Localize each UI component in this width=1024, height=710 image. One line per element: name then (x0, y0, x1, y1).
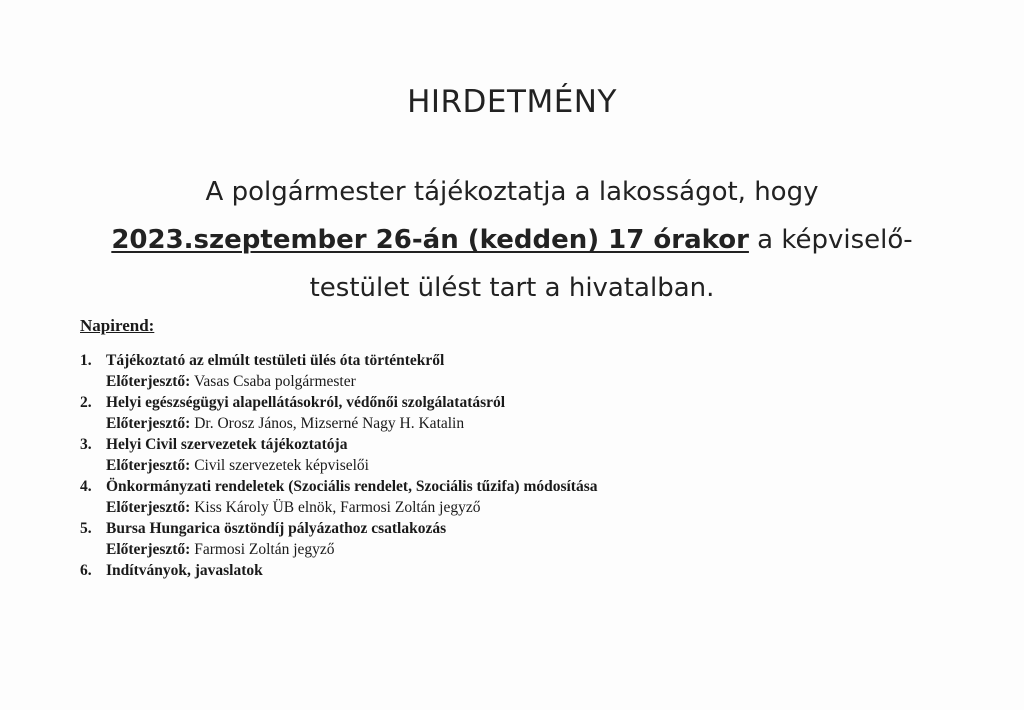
agenda-item (80, 350, 840, 392)
agenda-item-title: Helyi Civil szervezetek tájékoztatója (106, 436, 348, 453)
presenter-label: Előterjesztő: (106, 415, 191, 432)
agenda-item-title: Önkormányzati rendeletek (Szociális rendelet, Szociális tűzifa) módosítása (106, 478, 598, 495)
agenda-item-number: 4. (80, 478, 92, 495)
agenda-item-number: 2. (80, 394, 92, 411)
agenda-item-presenter (106, 539, 840, 560)
agenda-item-title: Tájékoztató az elmúlt testületi ülés óta történtekről (106, 352, 445, 369)
agenda-item-title: Bursa Hungarica ösztöndíj pályázathoz csatlakozás (106, 520, 447, 537)
agenda-item (80, 476, 840, 518)
presenter-label: Előterjesztő: (106, 457, 191, 474)
agenda-item-presenter (106, 455, 840, 476)
agenda-list (80, 350, 840, 581)
agenda-item-number: 5. (80, 520, 92, 537)
intro-line-2 (60, 216, 964, 264)
agenda-item-presenter (106, 497, 840, 518)
meeting-date: 2023.szeptember 26-án (kedden) 17 órakor (111, 225, 749, 255)
agenda-item-number: 6. (80, 562, 92, 579)
agenda-item-presenter (106, 413, 840, 434)
agenda-item (80, 560, 840, 581)
presenter-name: Farmosi Zoltán jegyző (190, 541, 335, 558)
presenter-label: Előterjesztő: (106, 373, 191, 390)
agenda-item (80, 392, 840, 434)
presenter-name: Kiss Károly ÜB elnök, Farmosi Zoltán jegyző (190, 499, 481, 516)
agenda-item-number: 1. (80, 352, 92, 369)
presenter-label: Előterjesztő: (106, 499, 191, 516)
presenter-name: Civil szervezetek képviselői (190, 457, 369, 474)
presenter-label: Előterjesztő: (106, 541, 191, 558)
agenda-heading: Napirend: (80, 316, 155, 335)
agenda-item-title: Helyi egészségügyi alapellátásokról, védőnői szolgálatatásról (106, 394, 506, 411)
intro-line-1: A polgármester tájékoztatja a lakosságot, hogy (205, 177, 819, 207)
agenda-item (80, 434, 840, 476)
document-title: HIRDETMÉNY (407, 84, 617, 120)
intro-paragraph (60, 168, 964, 312)
intro-line-3: testület ülést tart a hivatalban. (309, 273, 715, 303)
agenda-item (80, 518, 840, 560)
agenda-item-presenter (106, 371, 840, 392)
presenter-name: Dr. Orosz János, Mizserné Nagy H. Katalin (190, 415, 465, 432)
intro-line-2-rest: a képviselő- (748, 225, 913, 255)
agenda-item-title: Indítványok, javaslatok (106, 562, 263, 579)
presenter-name: Vasas Csaba polgármester (190, 373, 356, 390)
agenda-item-number: 3. (80, 436, 92, 453)
